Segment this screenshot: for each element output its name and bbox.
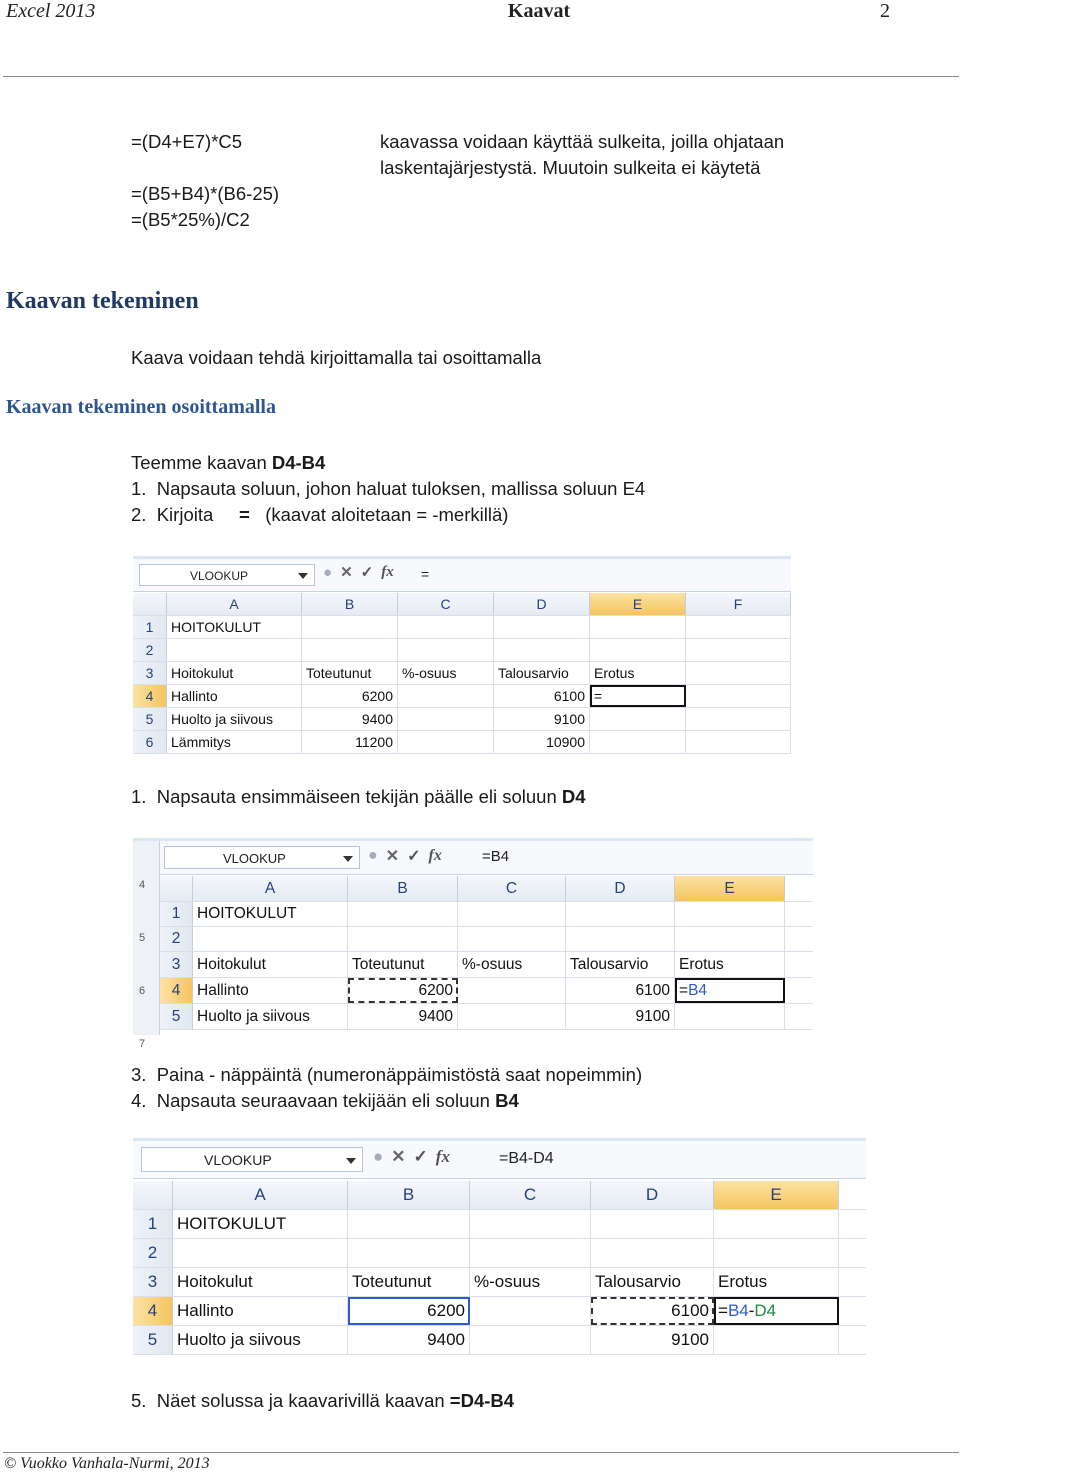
cell-c4[interactable] <box>398 685 494 707</box>
excel-screenshot-3 <box>133 1138 866 1361</box>
cell-a6[interactable]: Lämmitys <box>167 731 302 753</box>
column-header-c[interactable]: C <box>458 876 566 901</box>
cell-d5[interactable]: 9100 <box>591 1326 714 1354</box>
cell-f6[interactable] <box>686 731 791 753</box>
cell-e1[interactable] <box>714 1210 839 1238</box>
select-all-corner[interactable] <box>133 593 167 615</box>
column-header-a[interactable]: A <box>193 876 348 901</box>
cell-d4[interactable]: 6100 <box>494 685 590 707</box>
column-header-b[interactable]: B <box>302 593 398 615</box>
cell-c5[interactable] <box>470 1326 591 1354</box>
worksheet-grid <box>133 593 791 754</box>
row-header[interactable]: 2 <box>133 1239 173 1267</box>
cell-c1[interactable] <box>398 616 494 638</box>
excel-screenshot-2 <box>133 838 813 1050</box>
intro-prefix: Teemme kaavan <box>131 452 272 473</box>
cell-f3[interactable] <box>686 662 791 684</box>
grip-icon: ● <box>323 563 333 581</box>
cell-d5[interactable]: 9100 <box>494 708 590 730</box>
column-header-d[interactable]: D <box>566 876 675 901</box>
enter-icon[interactable]: ✓ <box>407 848 421 865</box>
vertical-ruler <box>133 841 160 1050</box>
cell-e1[interactable] <box>675 902 785 926</box>
cell-b1[interactable] <box>302 616 398 638</box>
row-header[interactable]: 5 <box>133 1326 173 1354</box>
cell-c3[interactable]: %-osuus <box>470 1268 591 1296</box>
cell-b5[interactable]: 9400 <box>348 1326 470 1354</box>
column-header-a[interactable]: A <box>173 1181 348 1209</box>
table-row <box>133 731 791 754</box>
step-2-number: 2. <box>131 504 147 525</box>
cell-c2[interactable] <box>398 639 494 661</box>
cell-a4[interactable]: Hallinto <box>173 1297 348 1325</box>
step-5-number: 5. <box>131 1390 147 1411</box>
subsection-heading: Kaavan tekeminen osoittamalla <box>6 396 276 418</box>
row-header[interactable]: 3 <box>160 952 193 977</box>
cell-c1[interactable] <box>470 1210 591 1238</box>
column-header-c[interactable]: C <box>398 593 494 615</box>
cell-b6[interactable]: 11200 <box>302 731 398 753</box>
cell-d4[interactable]: 6100 <box>566 978 675 1003</box>
cell-b1[interactable] <box>348 1210 470 1238</box>
cancel-icon[interactable]: ✕ <box>385 848 400 865</box>
step-1-text: Napsauta soluun, johon haluat tuloksen, mallissa soluun E4 <box>156 478 646 499</box>
header-rule <box>3 76 959 77</box>
cell-a1[interactable]: HOITOKULUT <box>173 1210 348 1238</box>
name-box[interactable] <box>164 846 360 869</box>
cell-d3[interactable]: Talousarvio <box>591 1268 714 1296</box>
cell-b5[interactable]: 9400 <box>302 708 398 730</box>
cell-b2[interactable] <box>348 927 458 951</box>
formula-example-2: =(B5+B4)*(B6-25) <box>131 183 280 204</box>
step-3-number: 3. <box>131 1064 147 1085</box>
chevron-down-icon[interactable] <box>346 1158 356 1164</box>
row-header[interactable]: 2 <box>160 927 193 951</box>
cell-b3[interactable]: Toteutunut <box>302 662 398 684</box>
formula-input[interactable]: =B4-D4 <box>499 1150 554 1167</box>
row-header[interactable]: 3 <box>133 662 167 684</box>
header-title: Kaavat <box>507 0 571 22</box>
cell-d1[interactable] <box>494 616 590 638</box>
intro-formula: D4-B4 <box>271 452 326 473</box>
cell-c5[interactable] <box>398 708 494 730</box>
cell-b3[interactable]: Toteutunut <box>348 952 458 977</box>
cell-c2[interactable] <box>458 927 566 951</box>
ruler-mark: 5 <box>139 932 146 944</box>
cell-e5[interactable] <box>714 1326 839 1354</box>
row-header[interactable]: 4 <box>160 978 193 1003</box>
cell-f4[interactable] <box>686 685 791 707</box>
cell-b1[interactable] <box>348 902 458 926</box>
cell-c4[interactable] <box>458 978 566 1003</box>
table-row <box>133 616 791 639</box>
cell-e4-ref-b4: B4 <box>688 981 708 999</box>
row-header[interactable]: 2 <box>133 639 167 661</box>
step-2 <box>131 504 508 526</box>
worksheet-grid <box>160 876 813 1030</box>
column-headers <box>133 593 791 616</box>
ruler-mark: 4 <box>139 879 146 891</box>
cell-e6[interactable] <box>590 731 686 753</box>
ruler-labels <box>139 859 145 1071</box>
formula-input[interactable]: =B4 <box>482 848 510 865</box>
formula-buttons <box>323 563 394 581</box>
cell-b2[interactable] <box>302 639 398 661</box>
cell-a1[interactable]: HOITOKULUT <box>167 616 302 638</box>
ruler-mark: 7 <box>139 1038 146 1050</box>
table-row <box>133 708 791 731</box>
column-header-e[interactable]: E <box>714 1181 839 1209</box>
table-row <box>133 1326 866 1355</box>
cell-e4-active[interactable] <box>675 978 785 1003</box>
grip-icon: ● <box>368 847 378 864</box>
cell-d1[interactable] <box>566 902 675 926</box>
header-app-name: Excel 2013 <box>6 0 96 22</box>
cell-a3[interactable]: Hoitokulut <box>173 1268 348 1296</box>
cell-f5[interactable] <box>686 708 791 730</box>
step-4 <box>131 1090 519 1112</box>
cell-e3[interactable]: Erotus <box>675 952 785 977</box>
table-row <box>133 1268 866 1297</box>
name-box-value: VLOOKUP <box>204 1152 272 1168</box>
cell-d1[interactable] <box>591 1210 714 1238</box>
insert-function-icon[interactable]: fx <box>381 563 394 580</box>
ruler-mark: 6 <box>139 985 146 997</box>
cell-a2[interactable] <box>167 639 302 661</box>
step-b-cell: D4 <box>561 786 586 807</box>
step-4-cell: B4 <box>495 1090 519 1111</box>
step-b-text: Napsauta ensimmäiseen tekijän päälle eli soluun <box>156 786 562 807</box>
cell-e4-ref-d4: D4 <box>754 1301 777 1320</box>
cell-a5[interactable]: Huolto ja siivous <box>173 1326 348 1354</box>
step-3-text: Paina - näppäintä (numeronäppäimistöstä saat nopeimmin) <box>156 1064 643 1085</box>
name-box-value: VLOOKUP <box>190 569 249 583</box>
cell-e5[interactable] <box>675 1004 785 1029</box>
table-row <box>133 1210 866 1239</box>
cell-d6[interactable]: 10900 <box>494 731 590 753</box>
step-b-number: 1. <box>131 786 147 807</box>
row-header[interactable]: 3 <box>133 1268 173 1296</box>
cell-f2[interactable] <box>686 639 791 661</box>
cell-e2[interactable] <box>590 639 686 661</box>
formula-bar <box>133 559 791 592</box>
cell-e4-active[interactable]: = <box>590 685 686 707</box>
cell-b3[interactable]: Toteutunut <box>348 1268 470 1296</box>
cell-a3[interactable]: Hoitokulut <box>193 952 348 977</box>
formula-note-line-2: laskentajärjestystä. Muutoin sulkeita ei käytetä <box>380 157 761 178</box>
cell-c2[interactable] <box>470 1239 591 1267</box>
formula-input[interactable]: = <box>421 566 430 582</box>
cancel-icon[interactable]: ✕ <box>340 564 353 581</box>
column-header-c[interactable]: C <box>470 1181 591 1209</box>
name-box-value: VLOOKUP <box>223 851 286 866</box>
cell-c4[interactable] <box>470 1297 591 1325</box>
row-header[interactable]: 6 <box>133 731 167 753</box>
column-header-e[interactable]: E <box>590 593 686 615</box>
step-2-tail: (kaavat aloitetaan = -merkillä) <box>265 504 509 525</box>
row-header[interactable]: 1 <box>160 902 193 926</box>
column-header-e[interactable]: E <box>675 876 785 901</box>
cell-a5[interactable]: Huolto ja siivous <box>193 1004 348 1029</box>
cell-c3[interactable]: %-osuus <box>398 662 494 684</box>
cell-d2[interactable] <box>591 1239 714 1267</box>
intro-text <box>131 452 325 474</box>
column-header-f[interactable]: F <box>686 593 791 615</box>
excel-screenshot-1 <box>133 556 791 755</box>
cell-b4-referenced[interactable]: 6200 <box>348 978 458 1003</box>
cell-e4-active[interactable] <box>714 1297 839 1325</box>
footer-copyright: © Vuokko Vanhala-Nurmi, 2013 <box>4 1455 210 1472</box>
header-page-number: 2 <box>880 0 890 22</box>
formula-example-1: =(D4+E7)*C5 <box>131 131 243 152</box>
cell-b5[interactable]: 9400 <box>348 1004 458 1029</box>
row-header[interactable]: 5 <box>160 1004 193 1029</box>
table-row <box>160 978 813 1004</box>
row-header[interactable]: 4 <box>133 1297 173 1325</box>
formula-buttons <box>373 1147 450 1167</box>
cell-f1[interactable] <box>686 616 791 638</box>
table-row <box>133 662 791 685</box>
table-row <box>160 927 813 952</box>
cell-a1[interactable]: HOITOKULUT <box>193 902 348 926</box>
cell-b4[interactable]: 6200 <box>302 685 398 707</box>
step-4-text: Napsauta seuraavaan tekijään eli soluun <box>156 1090 496 1111</box>
column-header-d[interactable]: D <box>494 593 590 615</box>
column-header-b[interactable]: B <box>348 1181 470 1209</box>
worksheet-grid <box>133 1181 866 1355</box>
insert-function-icon[interactable]: fx <box>428 847 442 864</box>
step-3 <box>131 1064 642 1086</box>
cell-c6[interactable] <box>398 731 494 753</box>
section-heading: Kaavan tekeminen <box>6 288 199 314</box>
cell-e3[interactable]: Erotus <box>714 1268 839 1296</box>
cell-d2[interactable] <box>494 639 590 661</box>
name-box[interactable] <box>139 564 315 586</box>
step-1 <box>131 478 645 500</box>
step-1-number: 1. <box>131 478 147 499</box>
footer-rule <box>3 1452 959 1453</box>
cell-e4-equals: = <box>679 981 689 999</box>
cell-a3[interactable]: Hoitokulut <box>167 662 302 684</box>
cell-d5[interactable]: 9100 <box>566 1004 675 1029</box>
table-row <box>160 1004 813 1030</box>
table-row <box>133 1297 866 1326</box>
cancel-icon[interactable]: ✕ <box>391 1147 406 1166</box>
step-4-number: 4. <box>131 1090 147 1111</box>
step-5-text: Näet solussa ja kaavarivillä kaavan <box>156 1390 450 1411</box>
enter-icon[interactable]: ✓ <box>413 1147 428 1166</box>
formula-bar <box>133 1141 866 1179</box>
step-5 <box>131 1390 514 1412</box>
cell-d2[interactable] <box>566 927 675 951</box>
cell-e4-minus: - <box>748 1301 755 1320</box>
column-headers <box>160 876 813 902</box>
step-5-formula: =D4-B4 <box>449 1390 515 1411</box>
cell-c1[interactable] <box>458 902 566 926</box>
column-header-a[interactable]: A <box>167 593 302 615</box>
table-row <box>133 639 791 662</box>
column-headers <box>133 1181 866 1210</box>
row-header[interactable]: 5 <box>133 708 167 730</box>
cell-e5[interactable] <box>590 708 686 730</box>
column-header-b[interactable]: B <box>348 876 458 901</box>
formula-buttons <box>368 846 442 866</box>
cell-b2[interactable] <box>348 1239 470 1267</box>
select-all-corner[interactable] <box>160 876 193 901</box>
cell-e4-equals: = <box>718 1301 728 1320</box>
row-header[interactable]: 4 <box>133 685 167 707</box>
cell-e2[interactable] <box>675 927 785 951</box>
cell-d3[interactable]: Talousarvio <box>494 662 590 684</box>
formula-note-line-1: kaavassa voidaan käyttää sulkeita, joilla ohjataan <box>380 131 785 152</box>
formula-bar <box>160 841 813 875</box>
cell-a5[interactable]: Huolto ja siivous <box>167 708 302 730</box>
cell-d3[interactable]: Talousarvio <box>566 952 675 977</box>
select-all-corner[interactable] <box>133 1181 173 1209</box>
table-row <box>160 952 813 978</box>
cell-a2[interactable] <box>193 927 348 951</box>
cell-c3[interactable]: %-osuus <box>458 952 566 977</box>
insert-function-icon[interactable]: fx <box>435 1147 450 1166</box>
cell-e3[interactable]: Erotus <box>590 662 686 684</box>
grip-icon: ● <box>373 1147 384 1166</box>
enter-icon[interactable]: ✓ <box>360 564 374 581</box>
chevron-down-icon[interactable] <box>298 573 308 579</box>
cell-b4-referenced[interactable]: 6200 <box>348 1297 470 1325</box>
table-row <box>160 902 813 927</box>
name-box[interactable] <box>141 1147 363 1172</box>
cell-c5[interactable] <box>458 1004 566 1029</box>
page-header <box>0 0 960 76</box>
cell-a4[interactable]: Hallinto <box>193 978 348 1003</box>
step-2-equals: = <box>238 504 250 525</box>
cell-e2[interactable] <box>714 1239 839 1267</box>
step-b <box>131 786 586 808</box>
formula-example-3: =(B5*25%)/C2 <box>131 209 250 230</box>
table-row <box>133 1239 866 1268</box>
cell-e1[interactable] <box>590 616 686 638</box>
step-2-text: Kirjoita <box>156 504 214 525</box>
row-header[interactable]: 1 <box>133 616 167 638</box>
cell-d4-referenced[interactable]: 6100 <box>591 1297 714 1325</box>
table-row <box>133 685 791 708</box>
row-header[interactable]: 1 <box>133 1210 173 1238</box>
cell-e4-ref-b4: B4 <box>727 1301 749 1320</box>
column-header-d[interactable]: D <box>591 1181 714 1209</box>
cell-a4[interactable]: Hallinto <box>167 685 302 707</box>
chevron-down-icon[interactable] <box>343 856 353 862</box>
section-text: Kaava voidaan tehdä kirjoittamalla tai osoittamalla <box>131 347 542 368</box>
cell-a2[interactable] <box>173 1239 348 1267</box>
